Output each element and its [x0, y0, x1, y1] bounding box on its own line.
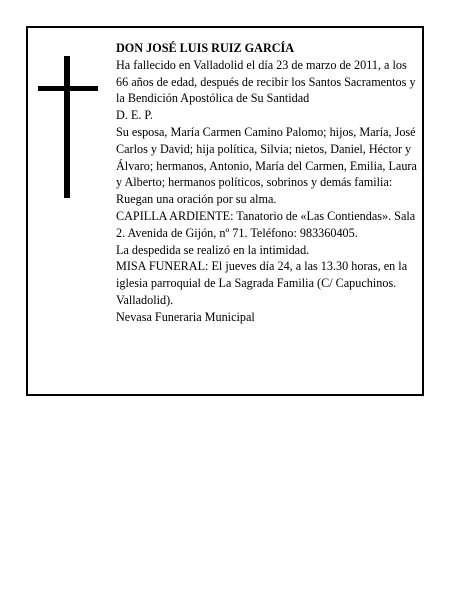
family-list: Su esposa, María Carmen Camino Palomo; hijos, María, José Carlos y David; hija política, Silvia; nietos, Daniel, Héctor y Álvaro; hermanos, Antonio, María del Carmen, Emilia, Laura y Alberto; hermanos políticos, sobrinos y demás familia: — [116, 124, 417, 190]
chapel-info: CAPILLA ARDIENTE: Tanatorio de «Las Contiendas». Sala 2. Avenida de Gijón, nº 71. Teléfono: 983360405. — [116, 208, 416, 240]
death-announcement: Ha fallecido en Valladolid el día 23 de marzo de 2011, a los 66 años de edad, después de recibir los Santos Sacramentos y la Bendición Apostólica de Su Santidad — [116, 57, 416, 106]
funeral-home: Nevasa Funeraria Municipal — [116, 309, 255, 324]
funeral-mass-info: MISA FUNERAL: El jueves día 24, a las 13.30 horas, en la iglesia parroquial de La Sagrada Familia (C/ Capuchinos. Valladolid). — [116, 259, 408, 307]
obituary-notice — [26, 26, 424, 396]
notice-text — [116, 40, 420, 326]
farewell-note: La despedida se realizó en la intimidad. — [116, 242, 310, 257]
prayer-request: Ruegan una oración por su alma. — [116, 192, 277, 207]
deceased-name: DON JOSÉ LUIS RUIZ GARCÍA — [116, 41, 295, 55]
cross-icon — [38, 56, 98, 198]
cross-horizontal-bar — [38, 86, 98, 91]
cross-vertical-bar — [64, 56, 70, 198]
dep-line: D. E. P. — [116, 108, 153, 123]
